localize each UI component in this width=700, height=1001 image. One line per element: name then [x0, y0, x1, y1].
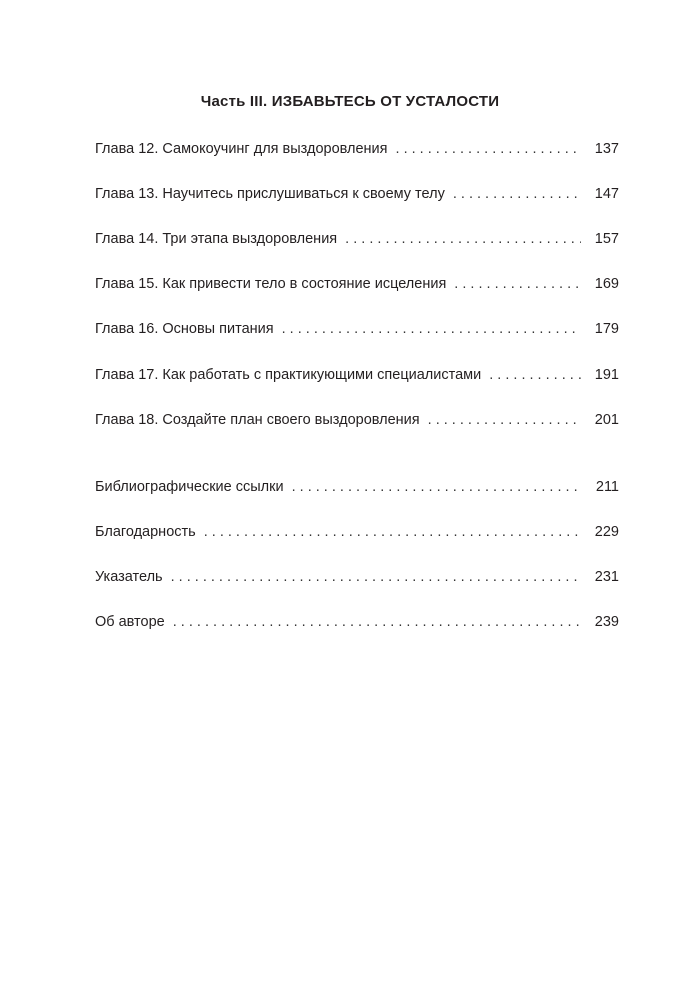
toc-entry-label: Глава 15. Как привести тело в состояние исцеления	[95, 276, 447, 292]
toc-entry-label: Указатель	[95, 569, 163, 585]
toc-entry-chapter-18	[95, 410, 619, 430]
toc-entry-chapter-17	[95, 365, 619, 385]
toc-entry-label: Глава 14. Три этапа выздоровления	[95, 231, 338, 247]
toc-entry-page: 239	[594, 614, 619, 630]
toc-entry-page: 137	[594, 141, 619, 157]
toc-entry-page: 229	[594, 524, 619, 540]
dot-leader	[396, 139, 581, 159]
toc-entry-index	[95, 567, 619, 587]
toc-entry-page: 231	[594, 569, 619, 585]
toc-entry-chapter-13	[95, 184, 619, 204]
toc-entry-label: Библиографические ссылки	[95, 479, 284, 495]
dot-leader	[489, 365, 581, 385]
toc-entry-acknowledgements	[95, 522, 619, 542]
dot-leader	[428, 410, 581, 430]
dot-leader	[171, 567, 581, 587]
dot-leader	[453, 184, 581, 204]
toc-entry-page: 157	[594, 231, 619, 247]
dot-leader	[454, 274, 581, 294]
toc-entry-label: Благодарность	[95, 524, 196, 540]
toc-entry-chapter-14	[95, 229, 619, 249]
part-title: Часть III. ИЗБАВЬТЕСЬ ОТ УСТАЛОСТИ	[200, 93, 500, 110]
dot-leader	[292, 477, 581, 497]
toc-entry-label: Глава 12. Самокоучинг для выздоровления	[95, 141, 388, 157]
toc-entry-chapter-15	[95, 274, 619, 294]
toc-entry-about-author	[95, 612, 619, 632]
toc-entry-page: 211	[595, 479, 619, 495]
dot-leader	[204, 522, 581, 542]
toc-entry-label: Глава 13. Научитесь прислушиваться к своему телу	[95, 186, 445, 202]
toc-entry-chapter-12	[95, 139, 619, 159]
dot-leader	[345, 229, 581, 249]
toc-entry-label: Глава 18. Создайте план своего выздоровления	[95, 412, 420, 428]
dot-leader	[173, 612, 581, 632]
toc-entry-bibliography	[95, 477, 619, 497]
toc-entry-label: Глава 16. Основы питания	[95, 321, 274, 337]
toc-entry-page: 147	[594, 186, 619, 202]
toc-entry-label: Об авторе	[95, 614, 165, 630]
toc-entry-chapter-16	[95, 319, 619, 339]
dot-leader	[282, 319, 581, 339]
toc-entry-page: 191	[594, 367, 619, 383]
toc-entry-page: 169	[594, 276, 619, 292]
toc-entry-label: Глава 17. Как работать с практикующими специалистами	[95, 367, 482, 383]
toc-entry-page: 201	[594, 412, 619, 428]
toc-entry-page: 179	[594, 321, 619, 337]
